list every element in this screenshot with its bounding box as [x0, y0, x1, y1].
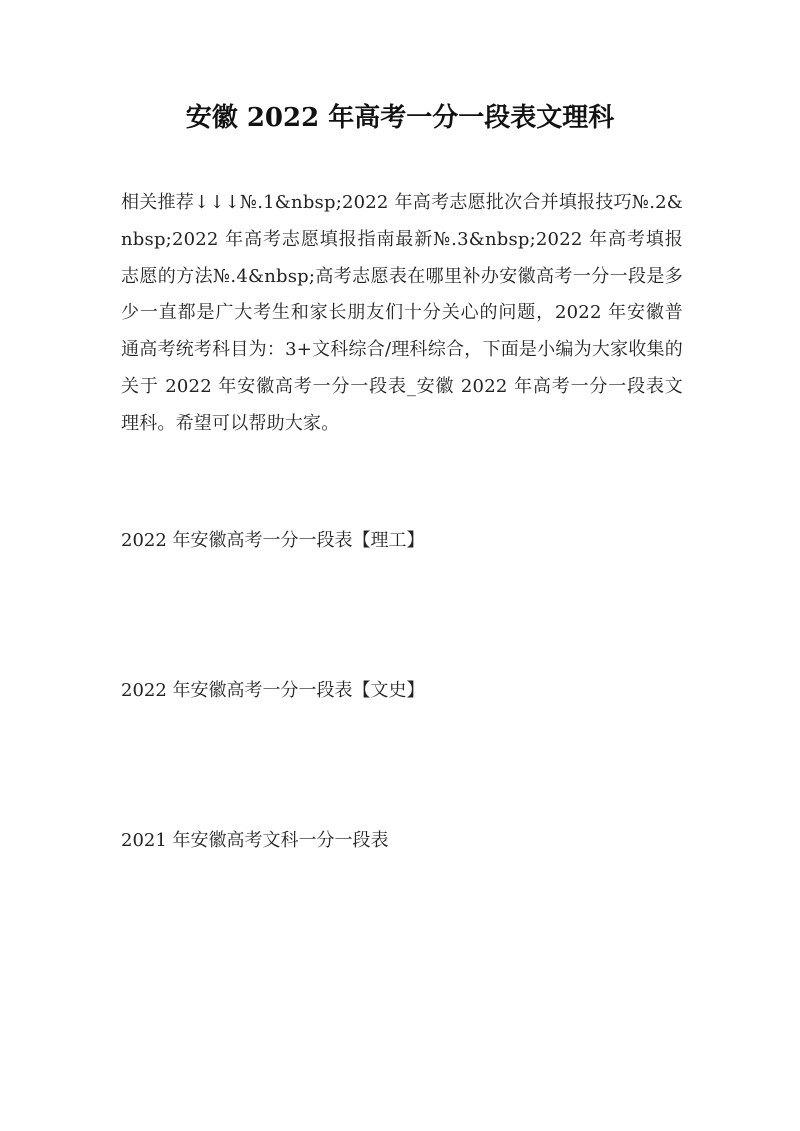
- intro-paragraph: 相关推荐↓↓↓№.1&nbsp;2022 年高考志愿批次合并填报技巧№.2&nbsp;2022 年高考志愿填报指南最新№.3&nbsp;2022 年高考填报志愿的方法№.4&nbsp;高考志愿表在哪里补办安徽高考一分一段是多少一直都是广大考生和家长朋友们十分关心的问题，2022 年安徽普通高考统考科目为：3+文科综合/理科综合，下面是小编为大家收集的关于 2022 年安徽高考一分一段表_安徽 2022 年高考一分一段表文理科。希望可以帮助大家。: [121, 192, 683, 434]
- section-heading-2021-liberal-arts: 2021 年安徽高考文科一分一段表: [121, 830, 389, 851]
- section-heading-liberal-arts: 2022 年安徽高考一分一段表【文史】: [121, 680, 425, 701]
- document-title: 安徽 2022 年高考一分一段表文理科: [185, 103, 615, 133]
- section-heading-science: 2022 年安徽高考一分一段表【理工】: [121, 530, 425, 551]
